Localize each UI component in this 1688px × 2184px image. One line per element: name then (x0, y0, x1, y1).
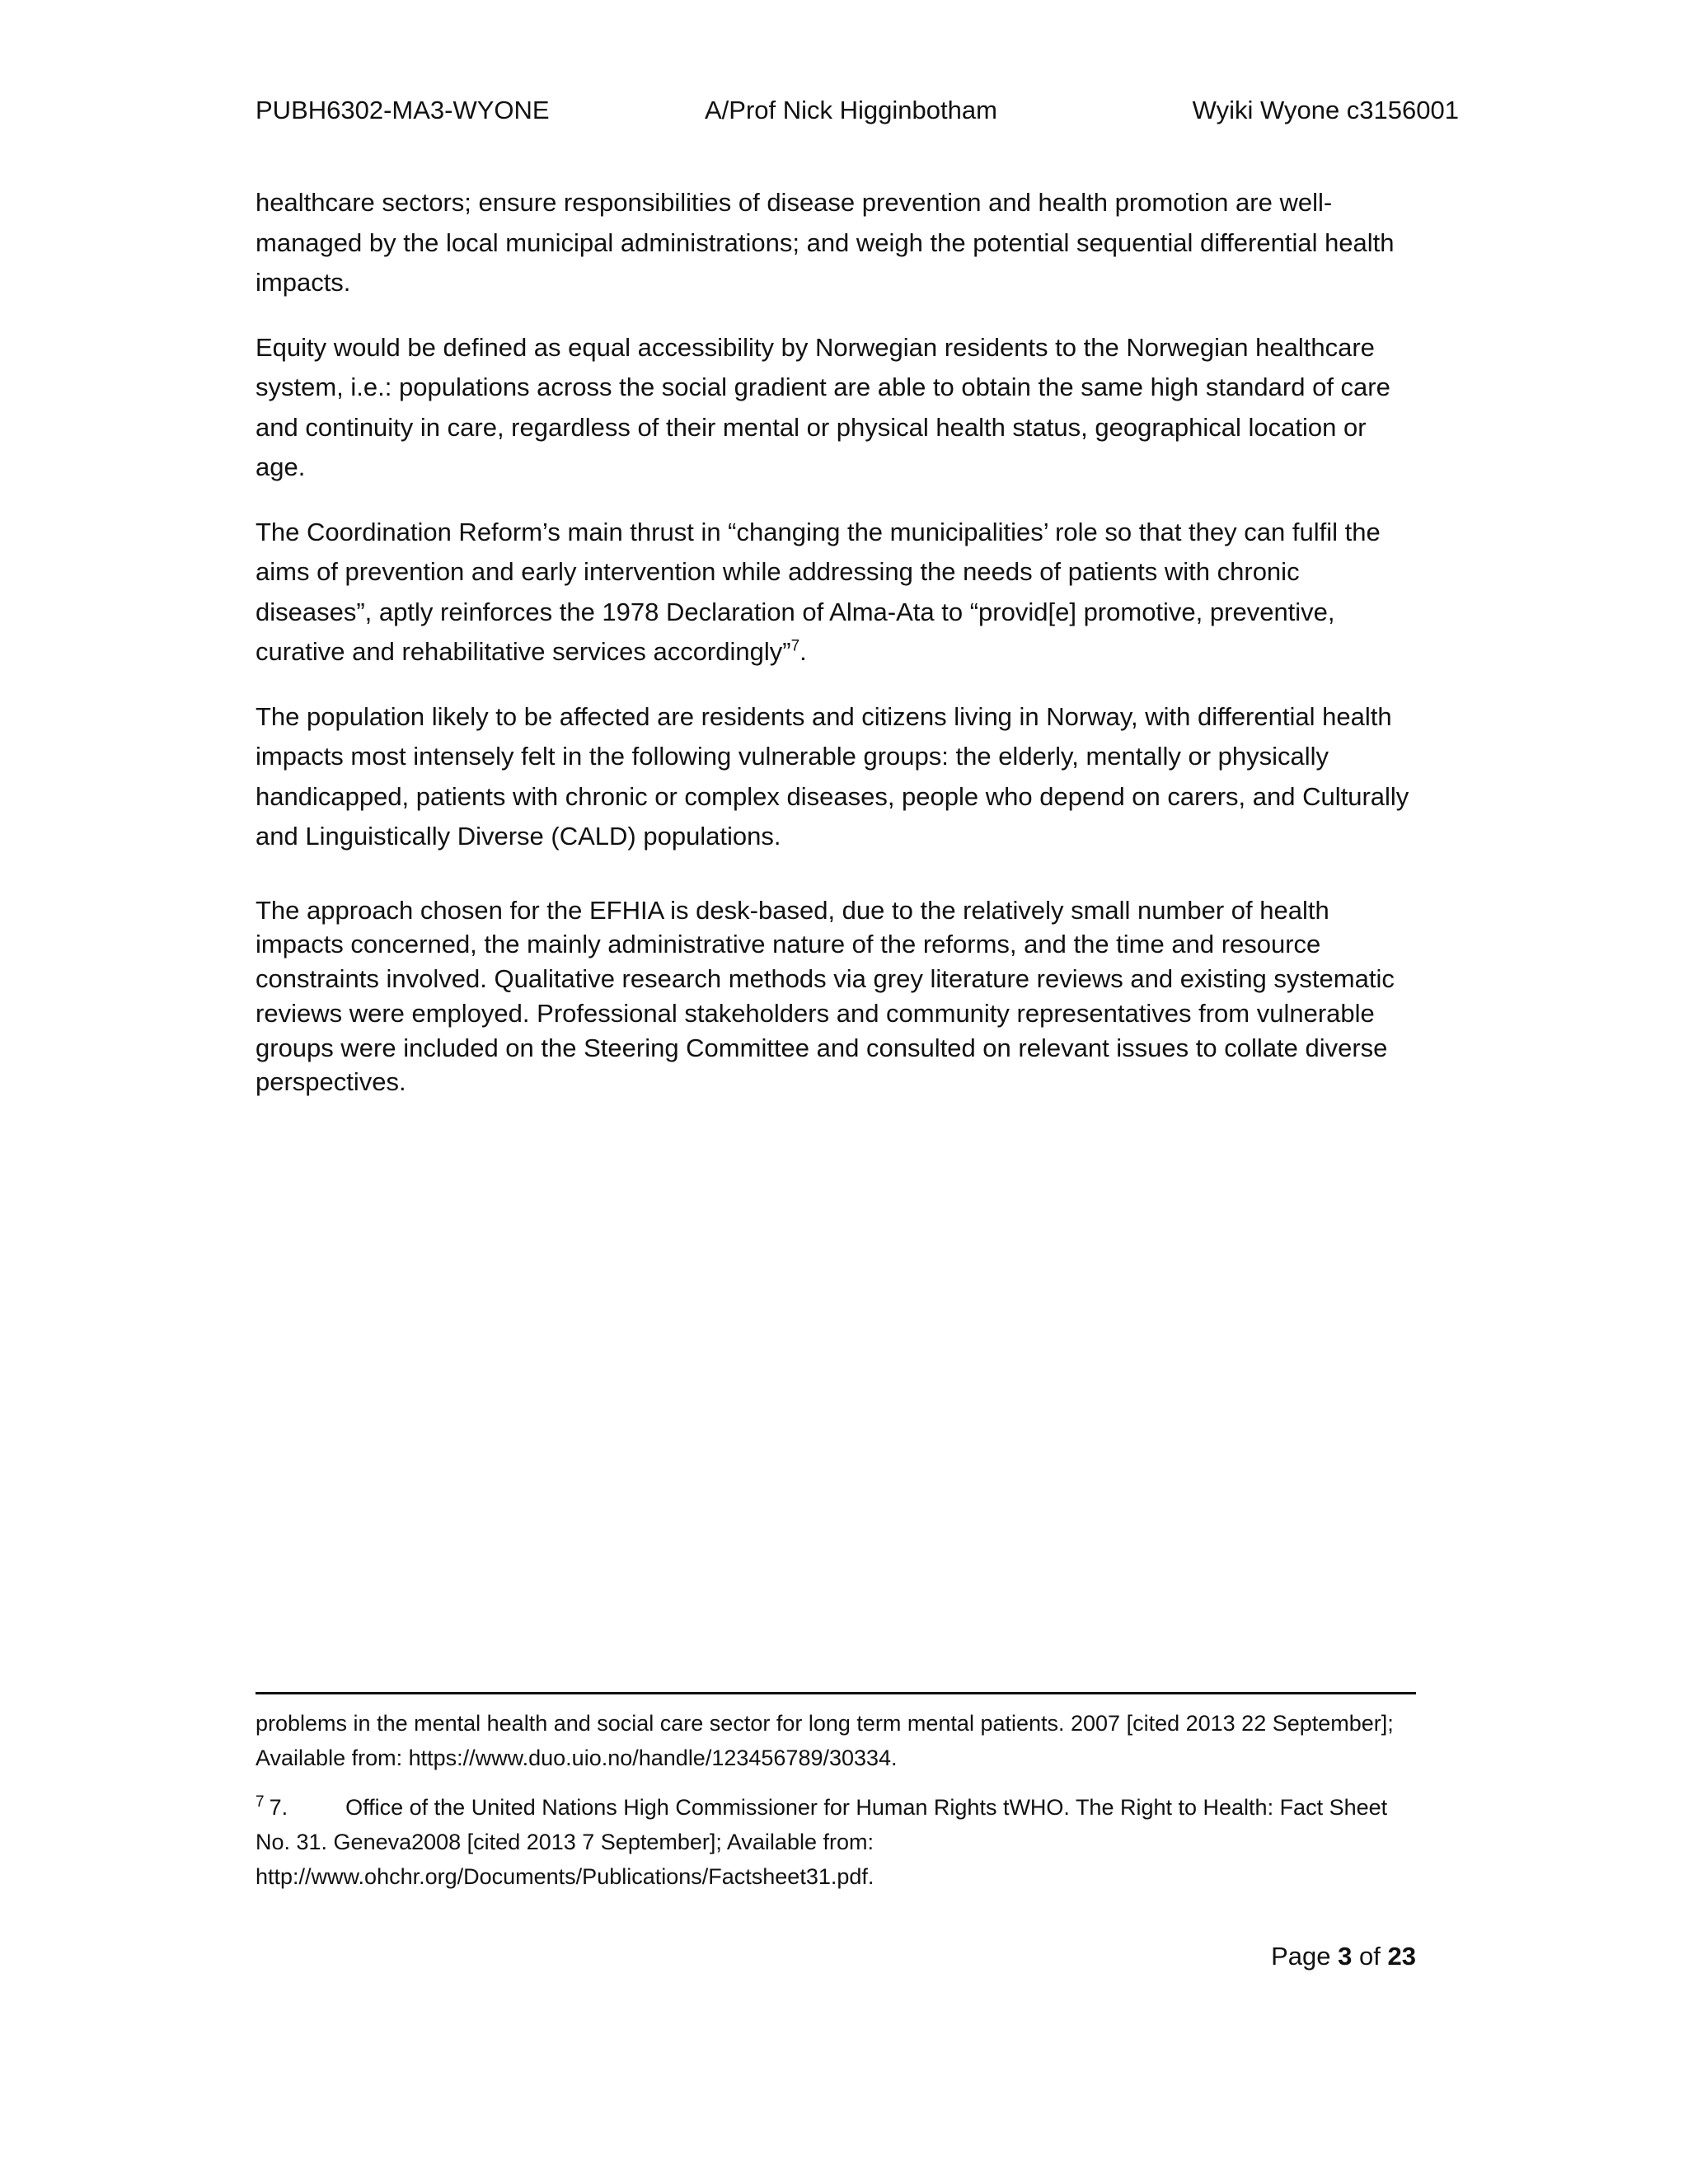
page-total: 23 (1387, 1942, 1416, 1971)
header-course-code: PUBH6302-MA3-WYONE (256, 96, 550, 124)
page-current: 3 (1338, 1942, 1353, 1971)
footnote-reference-7[interactable]: 7 (790, 637, 800, 655)
page-header (256, 92, 1459, 129)
paragraph-coordination-text: The Coordination Reform’s main thrust in “changing the municipalities’ role so that they can fulfil the aims of prevention and early intervention while addressing the needs of patients with chronic diseases”, aptly reinforces the 1978 Declaration of Alma-Ata to “provid[e] promotive, preventive, curative and rehabilitative services accordingly” (256, 517, 1381, 666)
footnote-separator (256, 1692, 1416, 1694)
paragraph-sectors: healthcare sectors; ensure responsibilities of disease prevention and health promotion are well-managed by the local municipal administrations; and weigh the potential sequential differential health impacts. (256, 188, 1395, 297)
header-supervisor: A/Prof Nick Higginbotham (705, 96, 997, 124)
paragraph-coordination-end: . (799, 637, 807, 666)
paragraph-population: The population likely to be affected are residents and citizens living in Norway, with differential health impacts most intensely felt in the following vulnerable groups: the elderly, mentally or physically handicapped, patients with chronic or complex diseases, people who depend on carers, and Culturally and Linguistically Diverse (CALD) populations. (256, 701, 1409, 851)
page-number (1271, 1938, 1416, 1975)
footnotes (256, 1706, 1409, 1909)
paragraph-approach: The approach chosen for the EFHIA is desk-based, due to the relatively small number of health impacts concerned, the mainly administrative nature of the reforms, and the time and resource constraints involved. Qualitative research methods via grey literature reviews and existing systematic reviews were employed. Professional stakeholders and community representatives from vulnerable groups were included on the Steering Committee and consulted on relevant issues to collate diverse perspectives. (256, 895, 1395, 1097)
paragraph-equity: Equity would be defined as equal accessibility by Norwegian residents to the Norwegian healthcare system, i.e.: populations across the social gradient are able to obtain the same high standard of care and continuity in care, regardless of their mental or physical health status, geographical location or age. (256, 332, 1390, 481)
page-word: Page (1271, 1942, 1331, 1971)
footnote-7-mark: 7 (256, 1793, 265, 1811)
footnote-7-number: 7. (269, 1795, 288, 1820)
paragraph-coordination-reform (256, 513, 1409, 673)
footnote-7 (256, 1790, 1409, 1894)
body-text (256, 183, 1409, 1099)
footnote-7-text: Office of the United Nations High Commissioner for Human Rights tWHO. The Right to Health: Fact Sheet No. 31. Geneva2008 [cited 2013 7 September]; Available from: http://www.ohchr.org/Documents/Publications/Factsheet31.pdf. (256, 1795, 1388, 1889)
header-author: Wyiki Wyone c3156001 (1192, 96, 1459, 124)
footnote-continued: problems in the mental health and social care sector for long term mental patients. 2007 [cited 2013 22 September]; Available from: https://www.duo.uio.no/handle/123456789/30334. (256, 1711, 1394, 1770)
of-word: of (1359, 1942, 1381, 1971)
